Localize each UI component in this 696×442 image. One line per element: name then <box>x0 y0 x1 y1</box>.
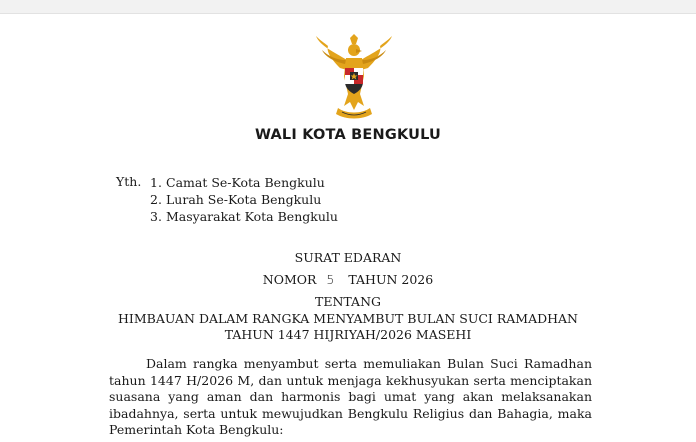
list-item: 1. Camat Se-Kota Bengkulu <box>150 175 325 190</box>
top-bar <box>0 0 696 14</box>
list-item: 2. Lurah Se-Kota Bengkulu <box>150 192 322 207</box>
nomor-label: NOMOR <box>262 272 317 287</box>
subject-line-2: TAHUN 1447 HIJRIYAH/2026 MASEHI <box>224 327 472 342</box>
issuer-title: WALI KOTA BENGKULU <box>254 127 442 143</box>
addressee-label: Yth. <box>116 174 142 189</box>
list-item: 3. Masyarakat Kota Bengkulu <box>150 209 338 224</box>
tentang-label: TENTANG <box>314 294 381 309</box>
addressee-list <box>150 174 338 225</box>
nomor-value: 5 <box>326 272 335 287</box>
letter-number-line <box>0 272 696 287</box>
subject-line-1: HIMBAUAN DALAM RANGKA MENYAMBUT BULAN SUCI RAMADHAN <box>118 311 578 326</box>
letter-type: SURAT EDARAN <box>294 250 402 265</box>
body-paragraph: Dalam rangka menyambut serta memuliakan Bulan Suci Ramadhan tahun 1447 H/2026 M, dan untuk menjaga kekhusyukan serta menciptakan suasana yang aman dan harmonis bagi umat yang akan melaksanakan ibadahnya, serta untuk mewujudkan Bengkulu Religius dan Bahagia, maka Pemerintah Kota Bengkulu: <box>109 356 592 437</box>
tahun-label: TAHUN 2026 <box>348 272 434 287</box>
garuda-pancasila-emblem-icon <box>312 34 396 122</box>
